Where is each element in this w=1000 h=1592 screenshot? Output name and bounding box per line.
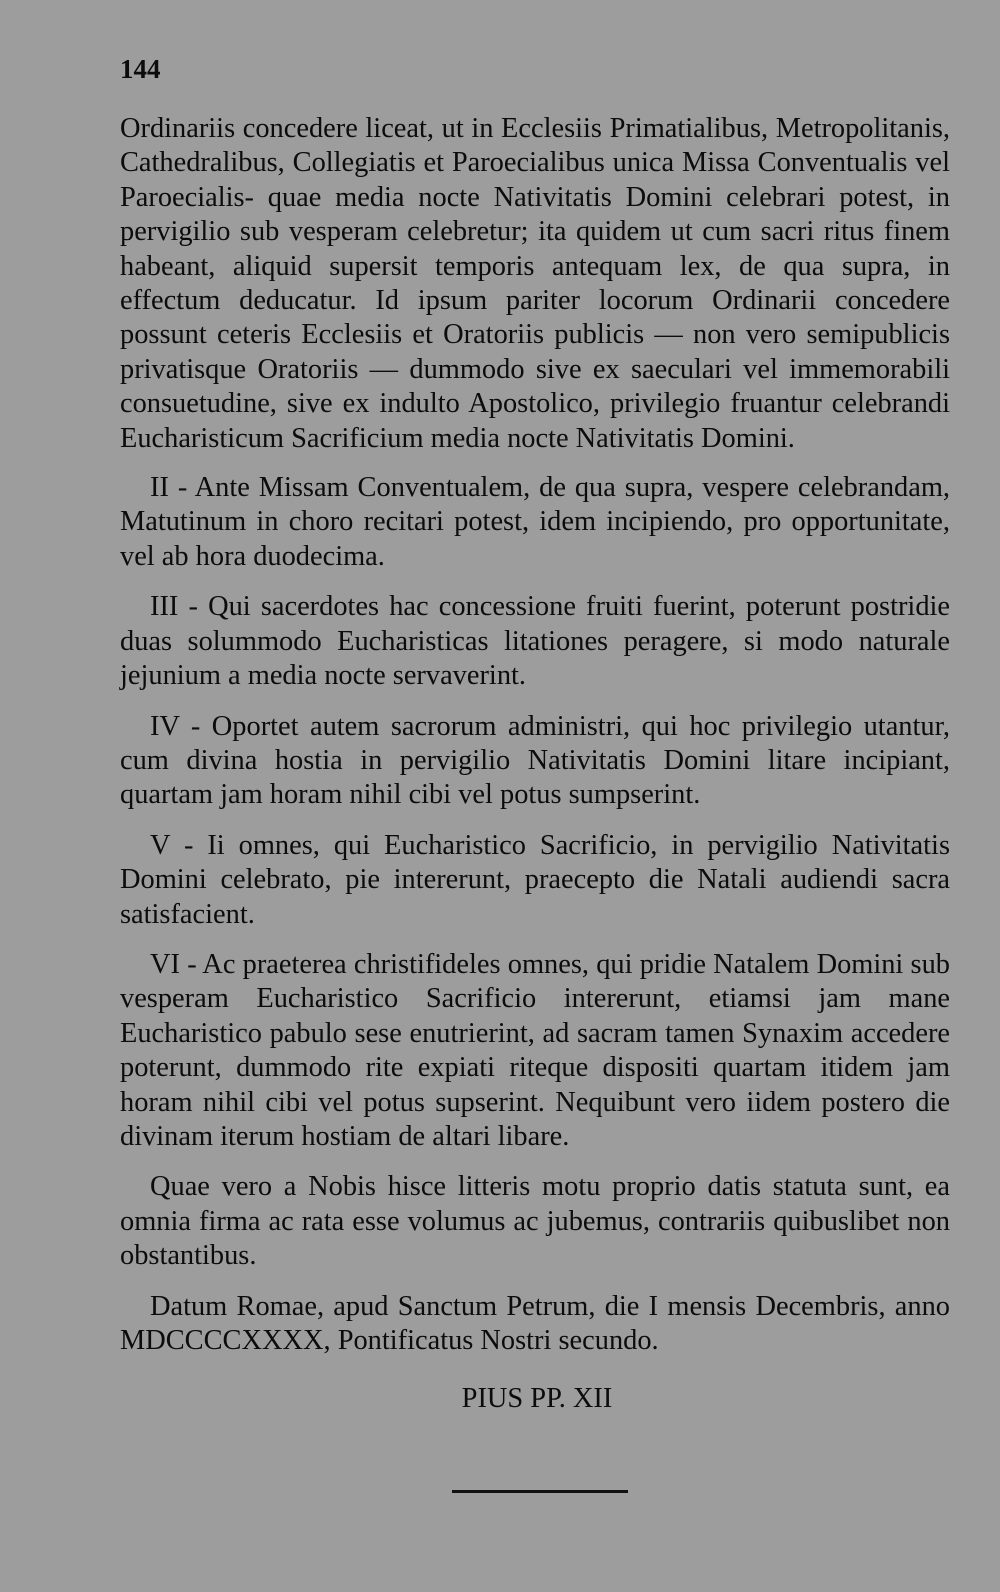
paragraph-section-ii: II - Ante Missam Conventualem, de qua supra, vespere celebrandam, Matutinum in choro recitari potest, idem incipiendo, pro opportunitate, vel ab hora duodecima.: [120, 472, 950, 572]
document-page: [120, 52, 950, 1416]
signature-block: [120, 1382, 950, 1416]
closing-rule: [452, 1490, 628, 1493]
paragraph-section-v: V - Ii omnes, qui Eucharistico Sacrificio, in pervigilio Nativitatis Domini celebrato, pie intererunt, praecepto die Natali audiendi sacra satisfacient.: [120, 829, 950, 930]
paragraph-section-vi: VI - Ac praeterea christifideles omnes, qui pridie Natalem Domini sub vesperam Eucharistico Sacrificio intererunt, etiamsi jam mane Eucharistico pabulo sese enutrierint, ad sacram tamen Synaxim accedere poterunt, dummodo rite expiati riteque dispositi quartam itidem jam horam nihil cibi vel potus supserint. Nequibunt vero iidem postero die divinam iterum hostiam de altari libare.: [120, 948, 950, 1152]
paragraph-section-iii: III - Qui sacerdotes hac concessione fruiti fuerint, poterunt postridie duas solummodo Eucharisticas litationes peragere, si modo naturale jejunium a media nocte servaverint.: [120, 591, 950, 692]
signature-name: PIUS PP. XII: [461, 1383, 613, 1415]
paragraph-dating: Datum Romae, apud Sanctum Petrum, die I mensis Decembris, anno MDCCCCXXXX, Pontificatus Nostri secundo.: [120, 1290, 950, 1356]
page-number: 144: [120, 54, 161, 84]
paragraph-closing: Quae vero a Nobis hisce litteris motu proprio datis statuta sunt, ea omnia firma ac rata esse volumus ac jubemus, contrariis quibuslibet non obstantibus.: [120, 1171, 950, 1272]
paragraph-continuation: Ordinariis concedere liceat, ut in Ecclesiis Primatialibus, Metropolitanis, Cathedralibus, Collegiatis et Paroecialibus unica Missa Conventualis vel Paroecialis- quae media nocte Nativitatis Domini celebrari potest, in pervigilio sub vesperam celebretur; ita quidem ut cum sacri ritus finem habeant, aliquid supersit temporis antequam lex, de qua supra, in effectum deducatur. Id ipsum pariter locorum Ordinarii concedere possunt ceteris Ecclesiis et Oratoriis publicis — non vero semipublicis privatisque Oratoriis — dummodo sive ex saeculari vel immemorabili consuetudine, sive ex indulto Apostolico, privilegio fruantur celebrandi Eucharisticum Sacrificium media nocte Nativitatis Domini.: [120, 113, 950, 454]
paragraph-section-iv: IV - Oportet autem sacrorum administri, qui hoc privilegio utantur, cum divina hostia in pervigilio Nativitatis Domini litare incipiant, quartam jam horam nihil cibi vel potus sumpserint.: [120, 710, 950, 811]
